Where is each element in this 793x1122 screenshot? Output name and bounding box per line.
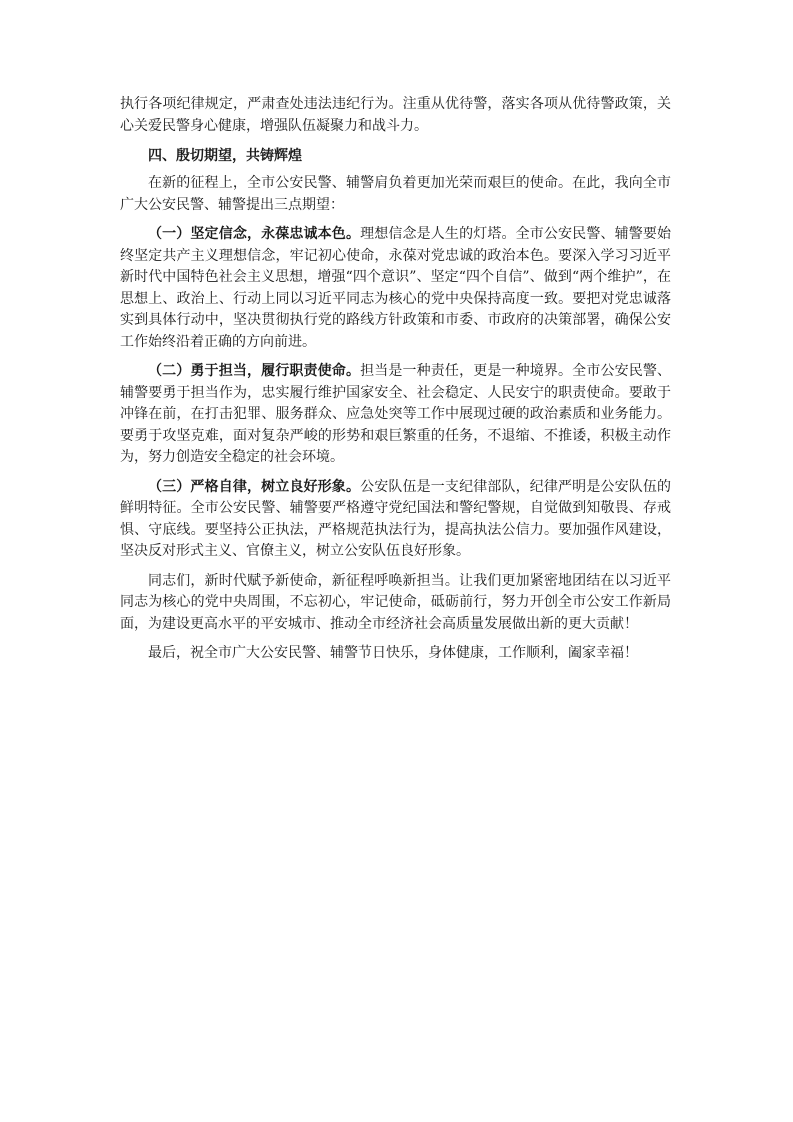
paragraph-call-to-action: 同志们，新时代赋予新使命，新征程呼唤新担当。让我们更加紧密地团结在以习近平同志为核心的党中央周围，不忘初心，牢记使命，砥砺前行，努力开创全市公安工作新局面，为建设更高水平的平安城市、推动全市经济社会高质量发展做出新的更大贡献！ — [120, 572, 671, 632]
expectation-1-body: 理想信念是人生的灯塔。全市公安民警、辅警要始终坚定共产主义理想信念，牢记初心使命，永葆对党忠诚的政治本色。要深入学习习近平新时代中国特色社会主义思想，增强“四个意识”、坚定“四个自信”、做到“两个维护”，在思想上、政治上、行动上同以习近平同志为核心的党中央保持高度一致。要把对党忠诚落实到具体行动中，坚决贯彻执行党的路线方针政策和市委、市政府的决策部署，确保公安工作始终沿着正确的方向前进。 — [120, 226, 672, 350]
expectation-1-lead: （一）坚定信念，永葆忠诚本色。 — [148, 226, 361, 242]
document-body — [120, 94, 671, 673]
paragraph-closing: 最后，祝全市广大公安民警、辅警节日快乐，身体健康，工作顺利，阖家幸福！ — [148, 645, 638, 661]
expectation-3-body: 公安队伍是一支纪律部队，纪律严明是公安队伍的鲜明特征。全市公安民警、辅警要严格遵守党纪国法和警纪警规，自觉做到知敬畏、存戒惧、守底线。要坚持公正执法，严格规范执法行为，提高执法公信力。要加强作风建设，坚决反对形式主义、官僚主义，树立公安队伍良好形象。 — [120, 478, 672, 559]
paragraph-expectation-3 — [120, 477, 671, 563]
paragraph-intro: 在新的征程上，全市公安民警、辅警肩负着更加光荣而艰巨的使命。在此，我向全市广大公安民警、辅警提出三点期望： — [120, 175, 671, 213]
paragraph-continuation: 执行各项纪律规定，严肃查处违法违纪行为。注重从优待警，落实各项从优待警政策，关心关爱民警身心健康，增强队伍凝聚力和战斗力。 — [120, 96, 671, 134]
expectation-3-lead: （三）严格自律，树立良好形象。 — [148, 478, 361, 495]
expectation-2-body: 担当是一种责任，更是一种境界。全市公安民警、辅警要勇于担当作为，忠实履行维护国家安全、社会稳定、人民安宁的职责使命。要敢于冲锋在前，在打击犯罪、服务群众、应急处突等工作中展现过硬的政治素质和业务能力。要勇于攻坚克难，面对复杂严峻的形势和艰巨繁重的任务，不退缩、不推诿，积极主动作为，努力创造安全稳定的社会环境。 — [120, 363, 672, 465]
paragraph-expectation-2 — [120, 361, 671, 469]
section-heading-4: 四、殷切期望，共铸辉煌 — [148, 148, 302, 164]
paragraph-expectation-1 — [120, 224, 671, 353]
expectation-2-lead: （二）勇于担当，履行职责使命。 — [148, 363, 361, 379]
